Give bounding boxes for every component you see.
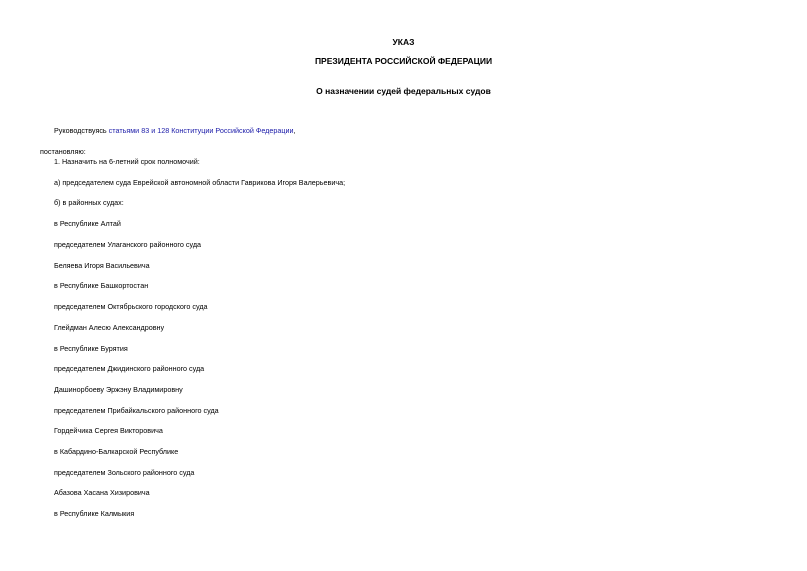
person-line: Глейдман Алесю Александровну bbox=[54, 323, 165, 332]
region-line: в Кабардино-Балкарской Республике bbox=[54, 447, 179, 456]
preamble bbox=[54, 126, 296, 135]
decree-word: постановляю: bbox=[40, 147, 86, 156]
position-line: председателем Октябрьского городского суда bbox=[54, 302, 208, 311]
person-line: Дашинорбоеву Эржэну Владимировну bbox=[54, 385, 183, 394]
paragraph-1a: а) председателем суда Еврейской автономной области Гаврикова Игоря Валерьевича; bbox=[54, 178, 346, 187]
constitution-link[interactable]: статьями 83 и 128 Конституции Российской Федерации bbox=[108, 126, 294, 135]
paragraph-1b: б) в районных судах: bbox=[54, 198, 124, 207]
preamble-prefix: Руководствуясь bbox=[54, 126, 109, 135]
person-line: Беляева Игоря Васильевича bbox=[54, 261, 150, 270]
region-line: в Республике Алтай bbox=[54, 219, 121, 228]
person-line: Абазова Хасана Хизировича bbox=[54, 488, 150, 497]
position-line: председателем Зольского районного суда bbox=[54, 468, 195, 477]
preamble-suffix: , bbox=[293, 126, 296, 135]
document-subject: О назначении судей федеральных судов bbox=[316, 86, 491, 96]
person-line: Гордейчика Сергея Викторовича bbox=[54, 426, 163, 435]
document-issuer: ПРЕЗИДЕНТА РОССИЙСКОЙ ФЕДЕРАЦИИ bbox=[314, 56, 493, 66]
position-line: председателем Джидинского районного суда bbox=[54, 364, 205, 373]
paragraph-1: 1. Назначить на 6-летний срок полномочий: bbox=[54, 157, 200, 166]
region-line: в Республике Калмыкия bbox=[54, 509, 135, 518]
region-line: в Республике Бурятия bbox=[54, 344, 128, 353]
region-line: в Республике Башкортостан bbox=[54, 281, 149, 290]
document-title: УКАЗ bbox=[392, 37, 415, 47]
position-line: председателем Улаганского районного суда bbox=[54, 240, 202, 249]
position-line: председателем Прибайкальского районного суда bbox=[54, 406, 219, 415]
